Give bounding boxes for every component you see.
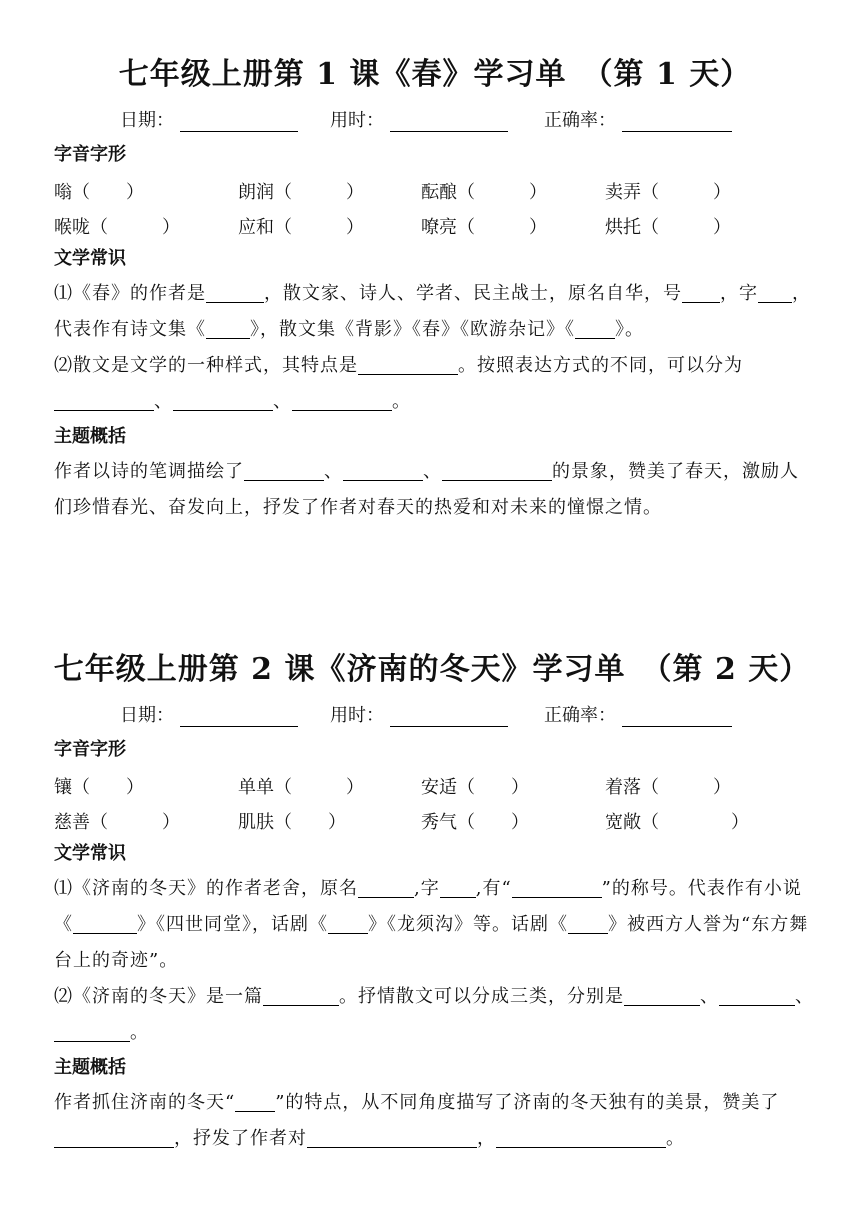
word-item: 嗡（ ） [54, 182, 144, 203]
text: ”的特点，从不同角度描写了济南的冬天独有的美景，赞美了 [275, 1092, 780, 1113]
text: 、 [423, 461, 442, 482]
text: ⑴《济南的冬天》的作者老舍，原名 [54, 878, 358, 899]
text: 。按照表达方式的不同，可以分为 [458, 355, 743, 376]
answer-blank[interactable] [440, 877, 476, 898]
text: 。 [130, 1022, 149, 1043]
word-item: 嘹亮（ ） [421, 217, 547, 238]
accuracy-blank[interactable] [622, 111, 732, 132]
date-field [120, 701, 298, 727]
date-blank[interactable] [180, 111, 298, 132]
text: 、 [273, 391, 292, 412]
answer-blank[interactable] [496, 1127, 666, 1148]
answer-blank[interactable] [263, 985, 339, 1006]
time-blank[interactable] [390, 706, 508, 727]
lesson-2-meta-row [0, 697, 864, 733]
literature-item-2 [0, 979, 864, 1051]
text: 》。 [615, 319, 644, 340]
text: 、 [154, 391, 173, 412]
theme-heading: 主题概括 [54, 1057, 126, 1078]
accuracy-label: 正确率： [544, 705, 616, 726]
word-item: 应和（ ） [238, 217, 364, 238]
answer-blank[interactable] [358, 877, 414, 898]
literature-heading: 文学常识 [54, 248, 126, 269]
answer-blank[interactable] [624, 985, 700, 1006]
answer-blank[interactable] [235, 1091, 275, 1112]
answer-blank[interactable] [328, 913, 368, 934]
text: ，代表作有诗文集《 [54, 283, 811, 340]
date-field [120, 106, 298, 132]
text: 的景象，赞美了春天，激励人们珍惜春光、奋发向上，抒发了作者对春天的热爱和对未来的憧憬之情。 [54, 461, 799, 518]
text: ，字 [720, 283, 758, 304]
answer-blank[interactable] [54, 1021, 130, 1042]
accuracy-label: 正确率： [544, 110, 616, 131]
answer-blank[interactable] [54, 1127, 174, 1148]
text: 、 [324, 461, 343, 482]
time-label: 用时： [330, 110, 384, 131]
accuracy-blank[interactable] [622, 706, 732, 727]
word-item: 酝酿（ ） [421, 182, 547, 203]
word-row-2 [0, 802, 864, 837]
text: 》，散文集《背影》《春》《欧游杂记》《 [250, 319, 575, 340]
answer-blank[interactable] [442, 460, 552, 481]
answer-blank[interactable] [173, 390, 273, 411]
text: 作者抓住济南的冬天“ [54, 1092, 236, 1113]
lesson-1-worksheet [0, 50, 864, 526]
lesson-2-worksheet [0, 645, 864, 1157]
answer-blank[interactable] [575, 318, 615, 339]
answer-blank[interactable] [719, 985, 795, 1006]
answer-blank[interactable] [307, 1127, 477, 1148]
text: ,有“ [475, 878, 512, 899]
date-label: 日期： [120, 705, 174, 726]
answer-blank[interactable] [244, 460, 324, 481]
word-item: 镶（ ） [54, 777, 144, 798]
time-field [330, 701, 508, 727]
theme-summary [0, 454, 864, 526]
accuracy-field [544, 106, 732, 132]
time-field [330, 106, 508, 132]
literature-heading: 文学常识 [54, 843, 126, 864]
text: ，抒发了作者对 [174, 1128, 307, 1149]
text: ⑵《济南的冬天》是一篇 [54, 986, 263, 1007]
text: ，散文家、诗人、学者、民主战士，原名自华，号 [264, 283, 682, 304]
text: ⑴《春》的作者是 [54, 283, 206, 304]
word-item: 宽敞（ ） [605, 812, 749, 833]
word-item: 朗润（ ） [238, 182, 364, 203]
answer-blank[interactable] [54, 390, 154, 411]
answer-blank[interactable] [358, 354, 458, 375]
lesson-1-title: 七年级上册第 1 课《春》学习单 （第 1 天） [118, 57, 752, 92]
accuracy-field [544, 701, 732, 727]
text: 、 [795, 986, 814, 1007]
answer-blank[interactable] [682, 282, 720, 303]
text: 》《四世同堂》，话剧《 [137, 914, 328, 935]
answer-blank[interactable] [512, 877, 602, 898]
word-item: 单单（ ） [238, 777, 364, 798]
word-row-1 [0, 172, 864, 207]
word-row-2 [0, 207, 864, 242]
lesson-2-title: 七年级上册第 2 课《济南的冬天》学习单 （第 2 天） [53, 652, 811, 687]
date-blank[interactable] [180, 706, 298, 727]
date-label: 日期： [120, 110, 174, 131]
answer-blank[interactable] [758, 282, 792, 303]
word-item: 安适（ ） [421, 777, 529, 798]
text: ,字 [414, 878, 440, 899]
text: ”的称号。代表作有小说《 [54, 878, 802, 935]
text: 。 [666, 1128, 685, 1149]
text: 》被西方人誉为“东方舞台上的奇迹”。 [54, 914, 809, 971]
text: 作者以诗的笔调描绘了 [54, 461, 244, 482]
text: 。抒情散文可以分成三类，分别是 [339, 986, 624, 1007]
word-item: 慈善（ ） [54, 812, 180, 833]
text: 》《龙须沟》等。话剧《 [368, 914, 568, 935]
answer-blank[interactable] [292, 390, 392, 411]
pronunciation-heading: 字音字形 [54, 739, 126, 760]
word-item: 着落（ ） [605, 777, 731, 798]
theme-summary [0, 1085, 864, 1157]
literature-item-1 [0, 871, 864, 979]
word-row-1 [0, 767, 864, 802]
answer-blank[interactable] [206, 282, 264, 303]
text: ⑵散文是文学的一种样式，其特点是 [54, 355, 358, 376]
answer-blank[interactable] [343, 460, 423, 481]
text: 。 [392, 391, 411, 412]
theme-heading: 主题概括 [54, 426, 126, 447]
pronunciation-heading: 字音字形 [54, 144, 126, 165]
literature-item-1 [0, 276, 864, 348]
literature-item-2 [0, 348, 864, 420]
word-item: 喉咙（ ） [54, 217, 180, 238]
word-item: 卖弄（ ） [605, 182, 731, 203]
word-item: 秀气（ ） [421, 812, 529, 833]
answer-blank[interactable] [206, 318, 250, 339]
lesson-1-meta-row [0, 102, 864, 138]
word-item: 烘托（ ） [605, 217, 731, 238]
text: ， [477, 1128, 496, 1149]
word-item: 肌肤（ ） [238, 812, 346, 833]
text: 、 [700, 986, 719, 1007]
time-blank[interactable] [390, 111, 508, 132]
answer-blank[interactable] [568, 913, 608, 934]
time-label: 用时： [330, 705, 384, 726]
answer-blank[interactable] [73, 913, 137, 934]
